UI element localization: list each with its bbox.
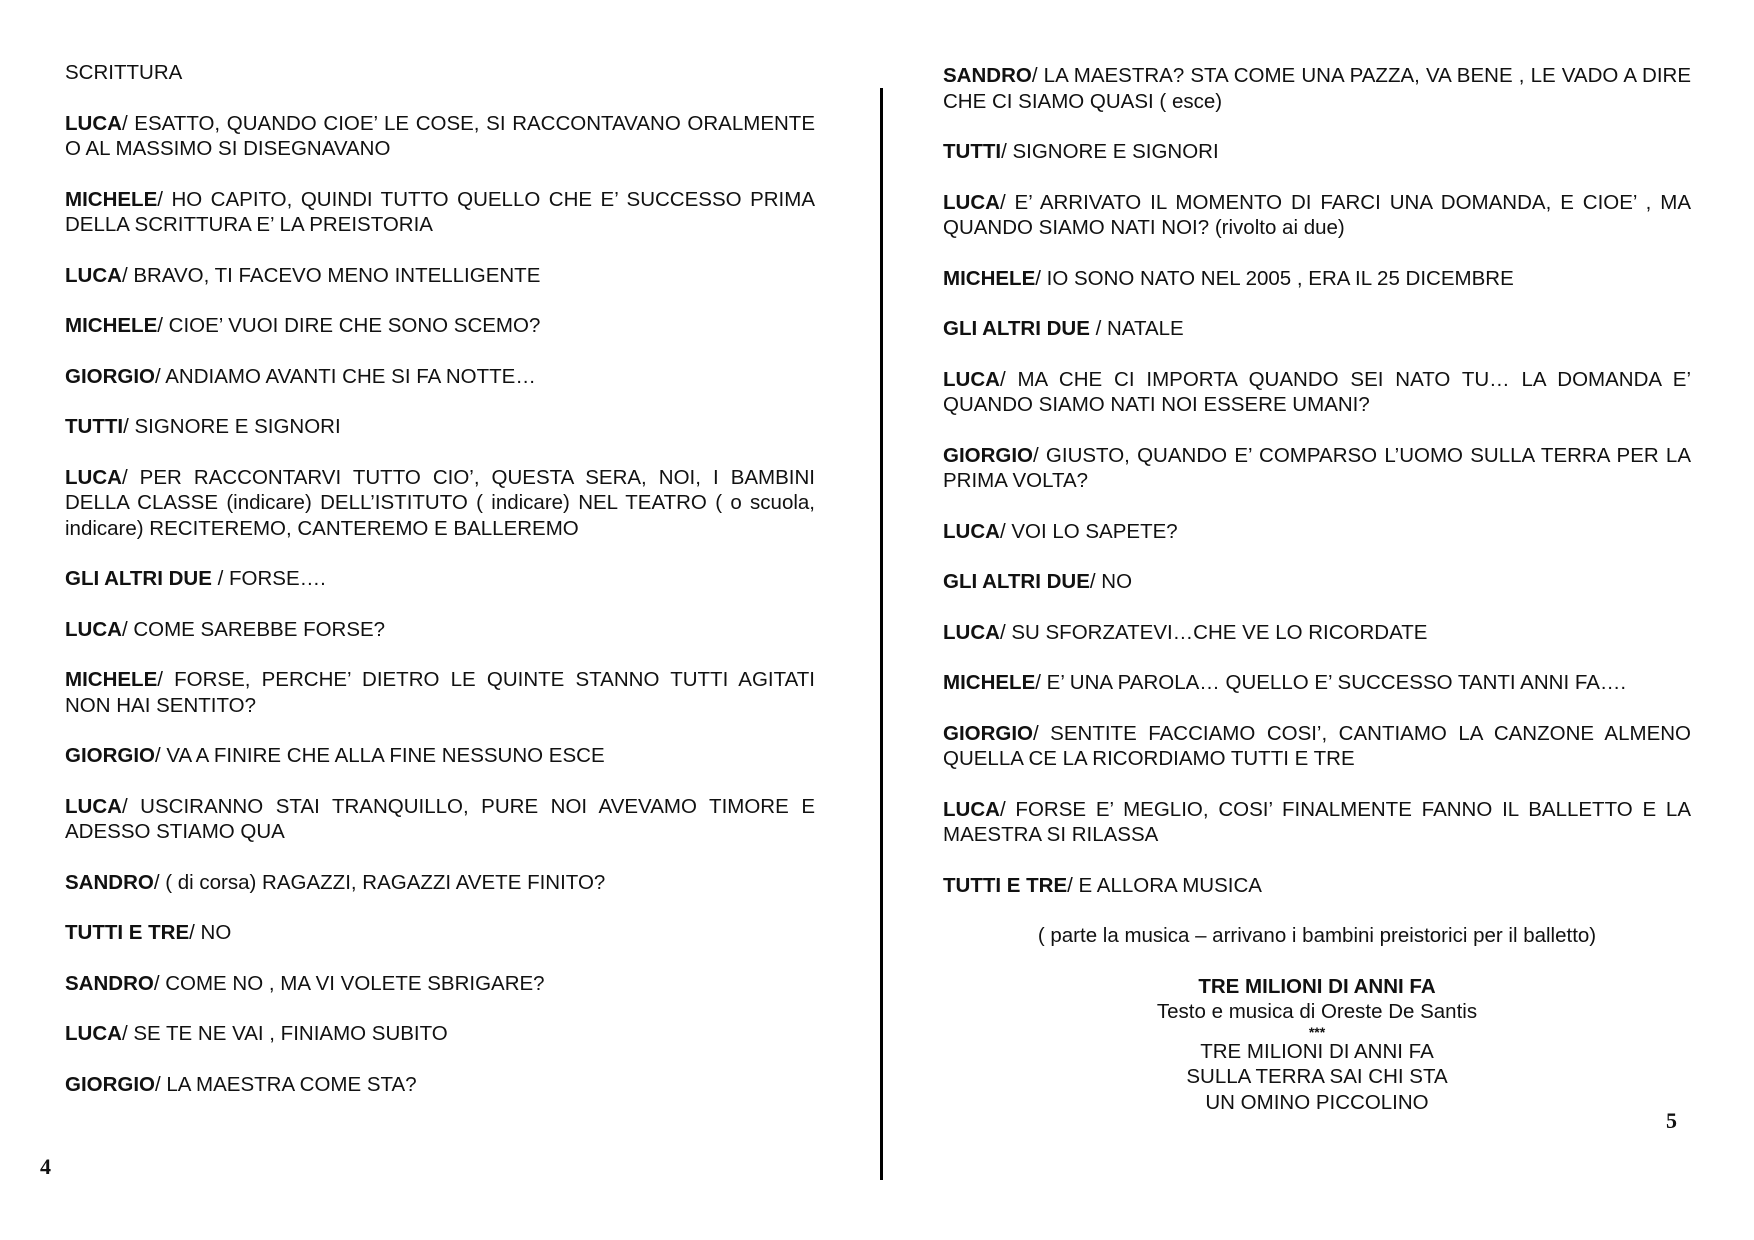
dialogue-line [65,566,815,592]
dialogue-line [65,111,815,162]
dialogue-line [65,617,815,643]
speaker-name: TUTTI [943,140,1002,163]
dialogue-text: SCRITTURA [65,61,183,84]
dialogue-text: / VA A FINIRE CHE ALLA FINE NESSUNO ESCE [154,744,605,767]
speaker-name: GIORGIO [65,364,155,388]
speaker-name: MICHELE [65,187,158,211]
dialogue-line [943,873,1691,899]
dialogue-text: / SU SFORZATEVI…CHE VE LO RICORDATE [999,620,1428,644]
speaker-name: GLI ALTRI DUE [943,317,1090,340]
dialogue-text: / LA MAESTRA? STA COME UNA PAZZA, VA BENE , LE VADO A DIRE CHE CI SIAMO QUASI ( esce) [943,64,1691,113]
dialogue-text: / BRAVO, TI FACEVO MENO INTELLIGENTE [121,263,541,287]
dialogue-line [65,870,815,896]
song-verse: SULLA TERRA SAI CHI STA [1186,1065,1448,1088]
dialogue-text: / ( di corsa) RAGAZZI, RAGAZZI AVETE FINITO? [153,870,606,894]
dialogue-text: / CIOE’ VUOI DIRE CHE SONO SCEMO? [157,314,541,337]
dialogue-line [65,1021,815,1047]
speaker-name: LUCA [65,111,122,135]
song-verse: TRE MILIONI DI ANNI FA [1200,1039,1434,1063]
dialogue-text: / SIGNORE E SIGNORI [123,415,341,438]
dialogue-line [943,721,1691,772]
speaker-name: GLI ALTRI DUE [65,567,212,590]
speaker-name: LUCA [943,620,1000,644]
dialogue-line [943,190,1691,241]
song-separator: *** [1308,1023,1326,1040]
right-dialogue [943,63,1691,898]
dialogue-line [65,263,815,289]
dialogue-line [65,313,815,339]
page-divider [880,88,883,1180]
speaker-name: LUCA [943,519,1000,543]
dialogue-text: / LA MAESTRA COME STA? [154,1072,417,1096]
dialogue-text: / FORSE, PERCHE’ DIETRO LE QUINTE STANNO TUTTI AGITATI NON HAI SENTITO? [65,668,815,717]
dialogue-text: / FORSE…. [211,567,326,590]
dialogue-text: / VOI LO SAPETE? [999,519,1178,543]
speaker-name: TUTTI E TRE [943,873,1068,897]
speaker-name: GIORGIO [943,721,1033,745]
speaker-name: MICHELE [943,671,1036,694]
speaker-name: LUCA [943,367,1000,391]
speaker-name: SANDRO [943,64,1032,87]
page-number-left: 4 [40,1154,51,1179]
dialogue-line [943,797,1691,848]
song-title: TRE MILIONI DI ANNI FA [1198,974,1436,998]
dialogue-line [65,920,815,946]
speaker-name: SANDRO [65,971,154,995]
dialogue-text: / PER RACCONTARVI TUTTO CIO’, QUESTA SERA, NOI, I BAMBINI DELLA CLASSE (indicare) DELL’ISTITUTO ( indicare) NEL TEATRO ( o scuola, indicare) RECITEREMO, CANTEREMO E BALLEREMO [65,465,815,540]
speaker-name: GIORGIO [943,443,1033,467]
dialogue-line [943,316,1691,342]
speaker-name: GIORGIO [65,1072,155,1096]
dialogue-text: / E’ ARRIVATO IL MOMENTO DI FARCI UNA DOMANDA, E CIOE’ , MA QUANDO SIAMO NATI NOI? (rivolto ai due) [943,190,1691,239]
dialogue-text: / COME SAREBBE FORSE? [121,617,386,641]
speaker-name: LUCA [65,1022,122,1045]
dialogue-text: / MA CHE CI IMPORTA QUANDO SEI NATO TU… LA DOMANDA E’ QUANDO SIAMO NATI NOI ESSERE UMANI? [943,367,1691,416]
left-page [65,60,815,1122]
speaker-name: MICHELE [65,668,158,691]
speaker-name: MICHELE [65,314,158,337]
dialogue-line [65,187,815,238]
dialogue-line [65,667,815,718]
speaker-name: LUCA [65,794,122,818]
dialogue-text: / SIGNORE E SIGNORI [1001,140,1219,163]
dialogue-text: / USCIRANNO STAI TRANQUILLO, PURE NOI AVEVAMO TIMORE E ADESSO STIAMO QUA [65,794,815,843]
dialogue-text: / NO [189,921,232,944]
song-block [943,974,1691,1116]
song-verse: UN OMINO PICCOLINO [1205,1090,1429,1114]
dialogue-text: / SE TE NE VAI , FINIAMO SUBITO [121,1022,448,1045]
speaker-name: LUCA [943,190,1000,214]
song-credit: Testo e musica di Oreste De Santis [1156,1000,1478,1023]
dialogue-line [65,1072,815,1098]
dialogue-text: / NO [1089,570,1133,593]
dialogue-line [943,620,1691,646]
dialogue-text: / ANDIAMO AVANTI CHE SI FA NOTTE… [154,364,536,388]
dialogue-text: / FORSE E’ MEGLIO, COSI’ FINALMENTE FANNO IL BALLETTO E LA MAESTRA SI RILASSA [943,797,1691,846]
speaker-name: GIORGIO [65,744,155,767]
dialogue-text: / IO SONO NATO NEL 2005 , ERA IL 25 DICEMBRE [1035,266,1514,290]
speaker-name: LUCA [943,797,1000,821]
dialogue-line [943,139,1691,165]
speaker-name: SANDRO [65,870,154,894]
dialogue-line [65,743,815,769]
dialogue-line [65,414,815,440]
speaker-name: LUCA [65,465,122,489]
dialogue-line [943,443,1691,494]
dialogue-text: / HO CAPITO, QUINDI TUTTO QUELLO CHE E’ SUCCESSO PRIMA DELLA SCRITTURA E’ LA PREISTORIA [65,187,815,236]
dialogue-text: / SENTITE FACCIAMO COSI’, CANTIAMO LA CANZONE ALMENO QUELLA CE LA RICORDIAMO TUTTI E TRE [943,721,1691,770]
dialogue-text: / NATALE [1089,317,1184,340]
dialogue-line [943,266,1691,292]
dialogue-line [943,569,1691,595]
dialogue-line [65,364,815,390]
dialogue-line [943,519,1691,545]
dialogue-line [65,465,815,542]
dialogue-text: / ESATTO, QUANDO CIOE’ LE COSE, SI RACCONTAVANO ORALMENTE O AL MASSIMO SI DISEGNAVANO [65,111,815,160]
dialogue-text: / E’ UNA PAROLA… QUELLO E’ SUCCESSO TANTI ANNI FA…. [1035,671,1627,694]
dialogue-line [65,794,815,845]
speaker-name: LUCA [65,263,122,287]
dialogue-line [943,63,1691,114]
speaker-name: LUCA [65,617,122,641]
dialogue-text: / COME NO , MA VI VOLETE SBRIGARE? [153,971,545,995]
speaker-name: GLI ALTRI DUE [943,570,1090,593]
dialogue-text: / E ALLORA MUSICA [1067,873,1262,897]
page-number-right: 5 [1666,1108,1677,1133]
speaker-name: MICHELE [943,266,1036,290]
speaker-name: TUTTI E TRE [65,921,190,944]
dialogue-line [65,971,815,997]
dialogue-line [943,367,1691,418]
dialogue-line [943,670,1691,696]
dialogue-line [65,60,815,86]
right-page [943,63,1691,1115]
stage-direction: ( parte la musica – arrivano i bambini preistorici per il balletto) [1037,924,1597,947]
dialogue-text: / GIUSTO, QUANDO E’ COMPARSO L’UOMO SULLA TERRA PER LA PRIMA VOLTA? [943,443,1691,492]
speaker-name: TUTTI [65,415,124,438]
